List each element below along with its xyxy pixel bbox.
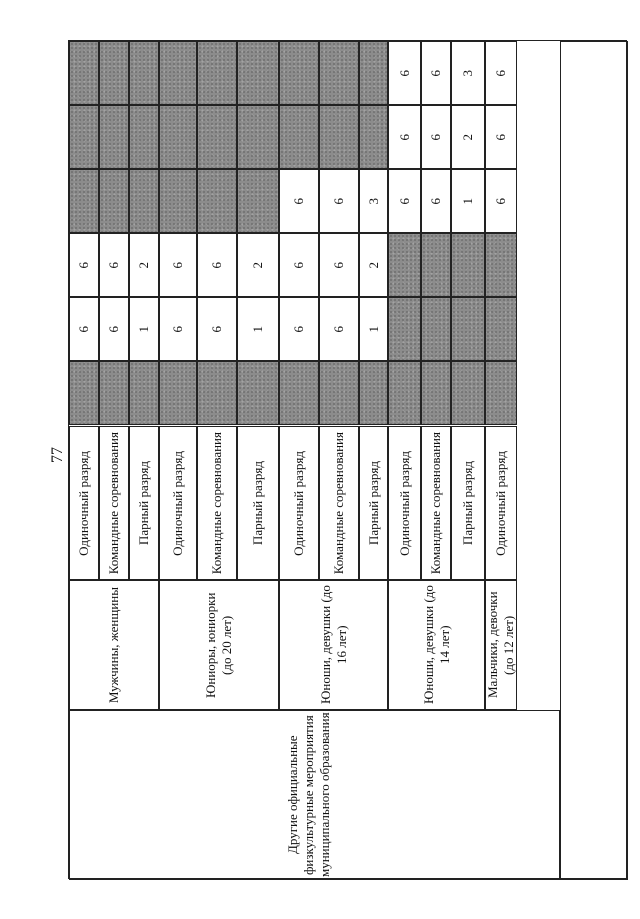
value-cell bbox=[319, 41, 359, 105]
event-label: Другие официальные физкультурные мероприятия муниципального образования bbox=[284, 712, 332, 878]
value-text: 6 bbox=[76, 261, 91, 269]
value-cell bbox=[129, 41, 159, 105]
group-label: Юниоры, юниорки (до 20 лет) bbox=[203, 592, 234, 698]
table-container bbox=[68, 40, 627, 879]
value-cell bbox=[421, 105, 451, 169]
value-cell bbox=[485, 169, 517, 233]
group-cell bbox=[69, 580, 159, 710]
discipline-cell bbox=[359, 426, 388, 580]
value-cell bbox=[129, 361, 159, 425]
value-cell bbox=[421, 233, 451, 297]
value-cell bbox=[99, 361, 129, 425]
value-cell bbox=[129, 233, 159, 297]
value-cell bbox=[388, 297, 421, 361]
value-cell bbox=[359, 297, 388, 361]
value-cell bbox=[485, 361, 517, 425]
group-cell bbox=[388, 580, 485, 710]
event-cell bbox=[69, 710, 560, 880]
value-cell bbox=[69, 361, 99, 425]
value-text: 6 bbox=[428, 197, 443, 205]
value-cell bbox=[69, 233, 99, 297]
discipline-cell bbox=[388, 426, 421, 580]
value-cell bbox=[451, 41, 485, 105]
discipline-cell bbox=[197, 426, 237, 580]
value-cell bbox=[359, 233, 388, 297]
value-cell bbox=[129, 105, 159, 169]
value-cell bbox=[237, 233, 279, 297]
table-margin bbox=[560, 41, 628, 880]
value-cell bbox=[197, 361, 237, 425]
value-text: 3 bbox=[460, 69, 475, 77]
discipline-cell bbox=[129, 426, 159, 580]
value-cell bbox=[388, 361, 421, 425]
value-cell bbox=[129, 297, 159, 361]
value-cell bbox=[279, 41, 319, 105]
page-number: 77 bbox=[49, 447, 66, 463]
value-cell bbox=[279, 169, 319, 233]
value-cell bbox=[279, 297, 319, 361]
group-label: Мальчики, девочки (до 12 лет) bbox=[485, 591, 516, 699]
value-cell bbox=[159, 233, 197, 297]
value-cell bbox=[421, 41, 451, 105]
value-cell bbox=[197, 105, 237, 169]
discipline-cell bbox=[69, 426, 99, 580]
value-cell bbox=[388, 105, 421, 169]
group-label: Мужчины, женщины bbox=[106, 586, 121, 704]
discipline-label: Командные соревнования bbox=[106, 431, 121, 575]
value-text: 1 bbox=[250, 325, 265, 333]
value-cell bbox=[388, 233, 421, 297]
value-cell bbox=[197, 297, 237, 361]
discipline-label: Парный разряд bbox=[136, 460, 151, 546]
value-cell bbox=[159, 169, 197, 233]
value-cell bbox=[99, 169, 129, 233]
value-text: 6 bbox=[291, 197, 306, 205]
value-text: 6 bbox=[428, 133, 443, 141]
discipline-label: Командные соревнования bbox=[428, 431, 443, 575]
value-text: 6 bbox=[106, 261, 121, 269]
group-cell bbox=[485, 580, 517, 710]
value-text: 6 bbox=[396, 197, 412, 205]
value-text: 1 bbox=[365, 325, 381, 333]
value-cell bbox=[319, 297, 359, 361]
value-text: 6 bbox=[106, 325, 121, 333]
value-cell bbox=[69, 169, 99, 233]
value-cell bbox=[159, 297, 197, 361]
value-cell bbox=[237, 105, 279, 169]
value-text: 6 bbox=[331, 325, 346, 333]
discipline-label: Одиночный разряд bbox=[396, 450, 412, 556]
value-cell bbox=[99, 41, 129, 105]
value-cell bbox=[388, 169, 421, 233]
value-cell bbox=[421, 169, 451, 233]
discipline-cell bbox=[279, 426, 319, 580]
value-text: 2 bbox=[250, 261, 265, 269]
discipline-cell bbox=[319, 426, 359, 580]
value-cell bbox=[359, 361, 388, 425]
discipline-cell bbox=[421, 426, 451, 580]
value-text: 6 bbox=[396, 69, 412, 77]
discipline-cell bbox=[99, 426, 129, 580]
value-cell bbox=[279, 233, 319, 297]
value-cell bbox=[99, 105, 129, 169]
value-text: 6 bbox=[428, 69, 443, 77]
value-cell bbox=[359, 105, 388, 169]
value-cell bbox=[359, 169, 388, 233]
value-cell bbox=[159, 105, 197, 169]
discipline-label: Одиночный разряд bbox=[76, 450, 91, 556]
value-cell bbox=[237, 41, 279, 105]
value-cell bbox=[451, 105, 485, 169]
discipline-label: Парный разряд bbox=[250, 460, 265, 546]
value-cell bbox=[197, 233, 237, 297]
value-text: 6 bbox=[291, 261, 306, 269]
value-cell bbox=[197, 41, 237, 105]
value-cell bbox=[69, 297, 99, 361]
discipline-label: Одиночный разряд bbox=[493, 450, 508, 556]
value-cell bbox=[99, 297, 129, 361]
group-label: Юноши, девушки (до 16 лет) bbox=[317, 585, 349, 705]
value-cell bbox=[421, 361, 451, 425]
value-text: 6 bbox=[493, 197, 508, 205]
value-cell bbox=[159, 361, 197, 425]
value-cell bbox=[237, 361, 279, 425]
discipline-label: Парный разряд bbox=[365, 460, 381, 546]
value-text: 3 bbox=[365, 197, 381, 205]
value-cell bbox=[485, 233, 517, 297]
value-cell bbox=[388, 41, 421, 105]
value-text: 1 bbox=[136, 325, 151, 333]
value-text: 1 bbox=[460, 197, 475, 205]
value-text: 6 bbox=[170, 261, 185, 269]
value-cell bbox=[69, 41, 99, 105]
value-cell bbox=[319, 105, 359, 169]
value-cell bbox=[451, 361, 485, 425]
value-text: 6 bbox=[331, 197, 346, 205]
value-cell bbox=[69, 105, 99, 169]
value-cell bbox=[129, 169, 159, 233]
group-label: Юноши, девушки (до 14 лет) bbox=[420, 585, 452, 705]
discipline-label: Командные соревнования bbox=[331, 431, 346, 575]
value-cell bbox=[237, 169, 279, 233]
value-cell bbox=[319, 169, 359, 233]
value-text: 6 bbox=[209, 261, 224, 269]
discipline-cell bbox=[485, 426, 517, 580]
value-cell bbox=[359, 41, 388, 105]
value-cell bbox=[485, 105, 517, 169]
value-cell bbox=[279, 105, 319, 169]
value-cell bbox=[485, 41, 517, 105]
discipline-cell bbox=[451, 426, 485, 580]
discipline-cell bbox=[159, 426, 197, 580]
value-cell bbox=[279, 361, 319, 425]
value-text: 6 bbox=[291, 325, 306, 333]
value-text: 2 bbox=[365, 261, 381, 269]
value-cell bbox=[485, 297, 517, 361]
value-text: 6 bbox=[170, 325, 185, 333]
value-text: 2 bbox=[136, 261, 151, 269]
value-cell bbox=[237, 297, 279, 361]
value-text: 6 bbox=[396, 133, 412, 141]
discipline-cell bbox=[237, 426, 279, 580]
group-cell bbox=[279, 580, 388, 710]
value-cell bbox=[197, 169, 237, 233]
value-text: 6 bbox=[331, 261, 346, 269]
value-text: 6 bbox=[76, 325, 91, 333]
discipline-label: Одиночный разряд bbox=[170, 450, 185, 556]
group-cell bbox=[159, 580, 279, 710]
value-cell bbox=[421, 297, 451, 361]
value-cell bbox=[99, 233, 129, 297]
value-text: 6 bbox=[209, 325, 224, 333]
value-text: 6 bbox=[493, 133, 508, 141]
discipline-label: Командные соревнования bbox=[209, 431, 224, 575]
value-cell bbox=[159, 41, 197, 105]
discipline-label: Парный разряд bbox=[460, 460, 475, 546]
value-cell bbox=[451, 169, 485, 233]
discipline-label: Одиночный разряд bbox=[291, 450, 306, 556]
value-text: 6 bbox=[493, 69, 508, 77]
value-cell bbox=[319, 361, 359, 425]
value-cell bbox=[451, 233, 485, 297]
value-text: 2 bbox=[460, 133, 475, 141]
value-cell bbox=[451, 297, 485, 361]
value-cell bbox=[319, 233, 359, 297]
